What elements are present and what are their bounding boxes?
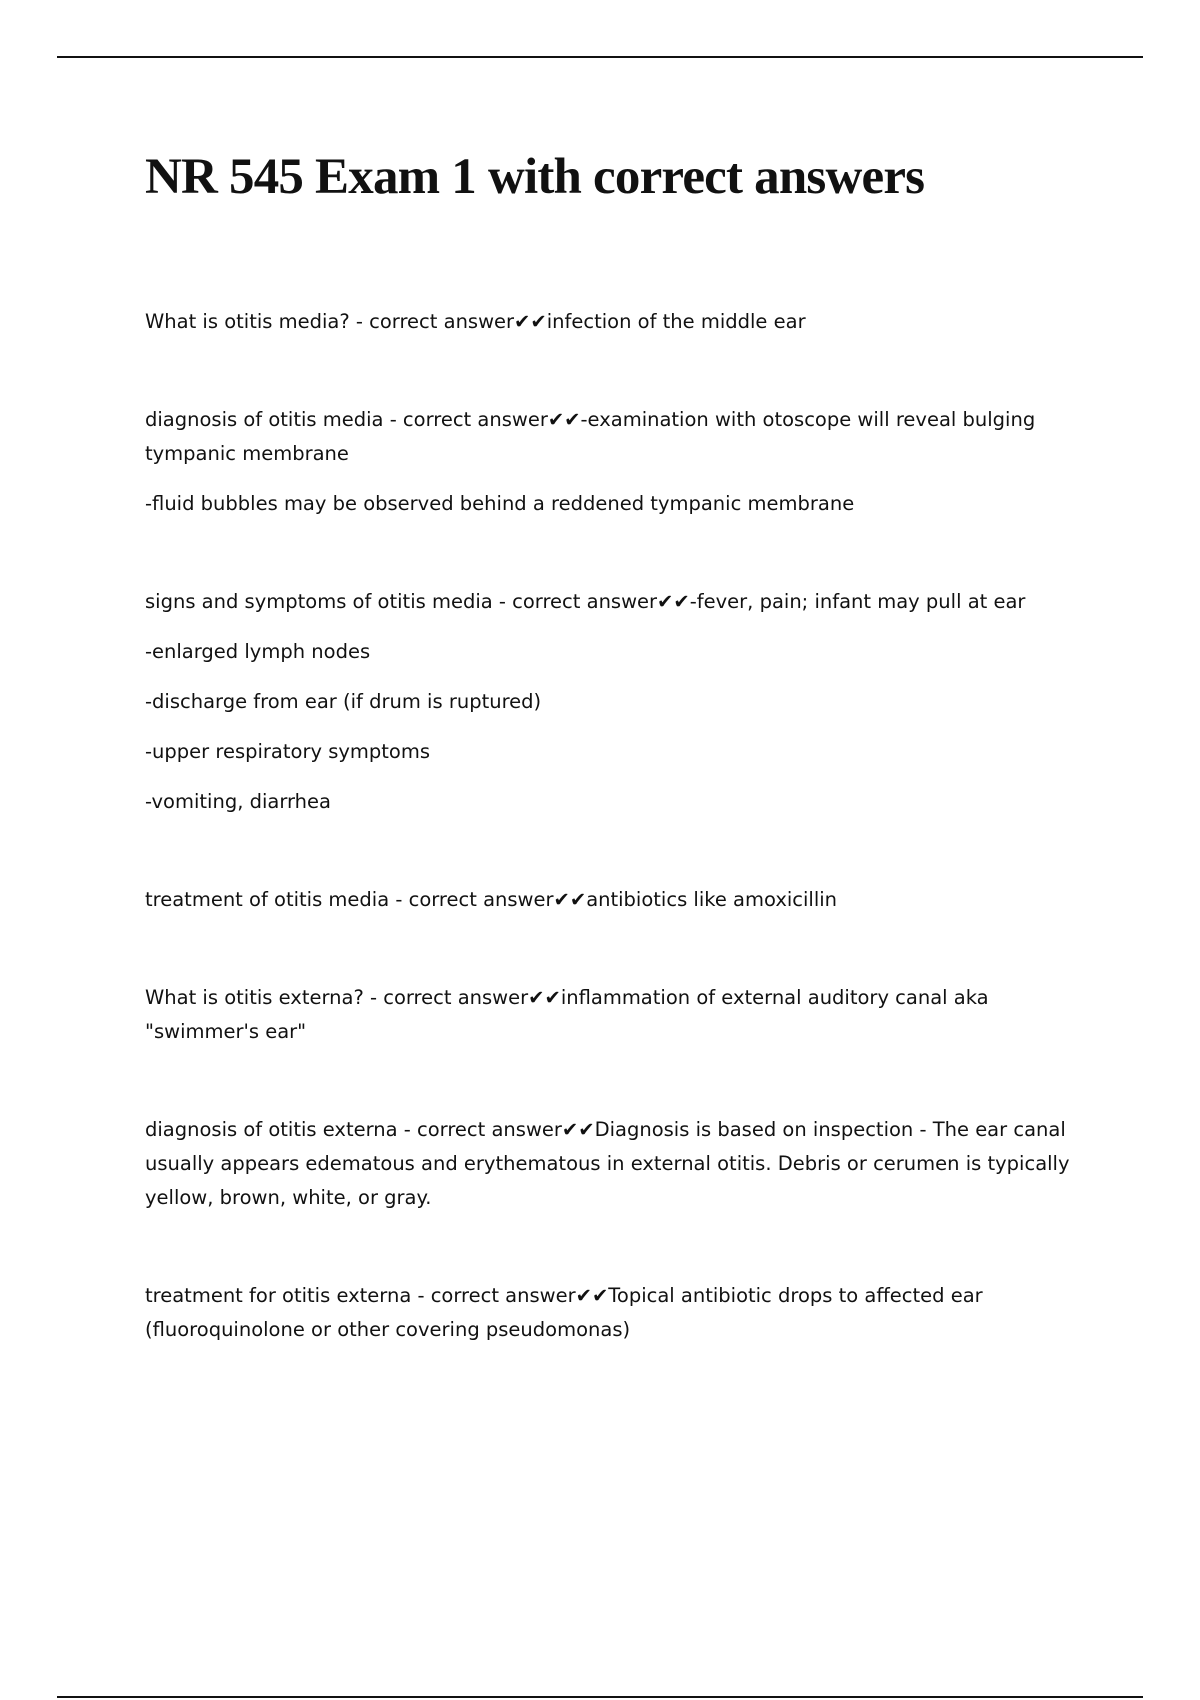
page-title: NR 545 Exam 1 with correct answers: [145, 149, 925, 205]
top-rule: [57, 56, 1143, 58]
qa-item: [145, 883, 1090, 917]
qa-item: [145, 403, 1090, 521]
qa-answer-line: -upper respiratory symptoms: [145, 740, 431, 763]
bottom-rule: [57, 1696, 1143, 1698]
qa-question-answer: treatment of otitis media - correct answer✔✔antibiotics like amoxicillin: [145, 888, 838, 911]
qa-answer-line: -vomiting, diarrhea: [145, 790, 331, 813]
qa-answer-line: -enlarged lymph nodes: [145, 640, 371, 663]
qa-question-answer: signs and symptoms of otitis media - correct answer✔✔-fever, pain; infant may pull at ear: [145, 590, 1026, 613]
qa-question-answer: What is otitis externa? - correct answer✔✔inflammation of external auditory canal aka "swimmer's ear": [145, 986, 989, 1043]
qa-question-answer: What is otitis media? - correct answer✔✔infection of the middle ear: [145, 310, 806, 333]
qa-question-answer: diagnosis of otitis externa - correct answer✔✔Diagnosis is based on inspection - The ear canal usually appears edematous and erythematous in external otitis. Debris or cerumen is typically yellow, brown, white, or gray.: [145, 1118, 1070, 1209]
qa-item: [145, 305, 1090, 339]
qa-answer-line: -fluid bubbles may be observed behind a reddened tympanic membrane: [145, 492, 855, 515]
qa-question-answer: diagnosis of otitis media - correct answer✔✔-examination with otoscope will reveal bulging tympanic membrane: [145, 408, 1036, 465]
qa-item: [145, 585, 1090, 819]
qa-item: [145, 981, 1090, 1049]
qa-question-answer: treatment for otitis externa - correct answer✔✔Topical antibiotic drops to affected ear (fluoroquinolone or other covering pseudomonas): [145, 1284, 983, 1341]
qa-list: [145, 305, 1090, 1411]
qa-item: [145, 1279, 1090, 1347]
qa-item: [145, 1113, 1090, 1215]
qa-answer-line: -discharge from ear (if drum is ruptured): [145, 690, 542, 713]
